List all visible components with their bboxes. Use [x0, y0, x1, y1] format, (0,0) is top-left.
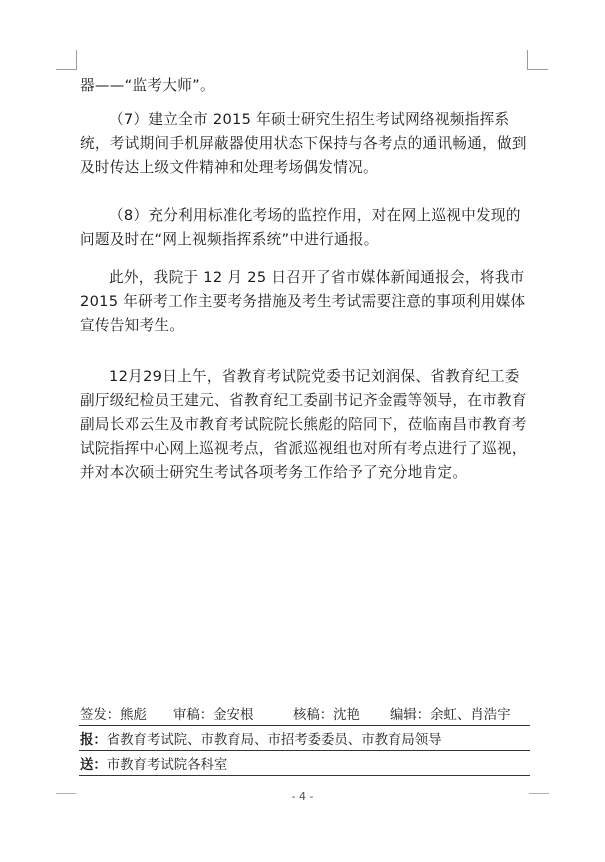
reviewer-field: 审稿：金安根 [173, 708, 254, 723]
crop-mark-top-right [527, 50, 528, 70]
paragraph-item-8: （8）充分利用标准化考场的监控作用，对在网上巡视中发现的问题及时在“网上视频指挥系统”中进行通报。 [80, 207, 521, 248]
page-number: - 4 - [291, 790, 314, 803]
footer-rule [79, 775, 530, 776]
footer-rule [79, 725, 530, 726]
paragraph-media-briefing: 此外，我院于 12 月 25 日召开了省市媒体新闻通报会，将我市 2015 年研考工作主要考务措施及考生考试需要注意的事项利用媒体宣传告知考生。 [80, 269, 526, 334]
recipients-line [80, 732, 442, 750]
issuer-field: 签发：熊彪 [80, 708, 147, 723]
recipients-value: 省教育考试院、市教育局、市招考委委员、市教育局领导 [106, 733, 442, 748]
paragraph-inspection: 12月29日上午，省教育考试院党委书记刘润保、省教育纪工委副厅级纪检员王建元、省教育纪工委副书记齐金霞等领导，在市教育副局长邓云生及市教育考试院院长熊彪的陪同下，莅临南昌市教育考试院指挥中心网上巡视考点，省派巡视组也对所有考点进行了巡视，并对本次硕士研究生考试各项考务工作给予了充分地肯定。 [80, 368, 527, 481]
crop-mark-top-right [527, 69, 548, 70]
editor-field: 编辑：余虹、肖浩宇 [390, 708, 511, 723]
cc-label: 送： [80, 758, 107, 773]
paragraph-item-7: （7）建立全市 2015 年硕士研究生招生考试网络视频指挥系统，考试期间手机屏蔽器使用状态下保持与各考点的通讯畅通，做到及时传达上级文件精神和处理考场偶发情况。 [80, 111, 527, 176]
cc-line [80, 757, 227, 775]
cc-value: 市教育考试院各科室 [106, 758, 228, 773]
footer-rule [79, 750, 530, 751]
checker-field: 核稿：沈艳 [293, 708, 360, 723]
crop-mark-top-left [76, 50, 77, 70]
paragraph-continuation: 器——“监考大师”。 [80, 77, 215, 94]
recipients-label: 报： [80, 733, 107, 748]
crop-mark-top-left [56, 69, 77, 70]
